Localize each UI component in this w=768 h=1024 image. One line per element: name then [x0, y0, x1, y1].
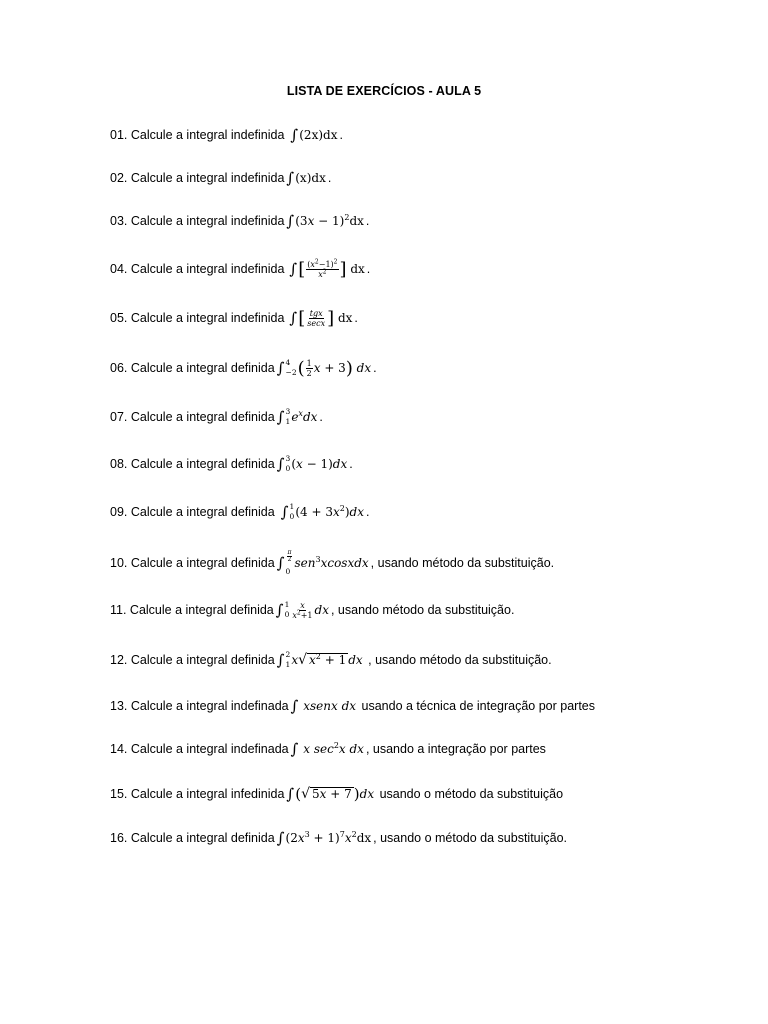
exercise-text: 07. Calcule a integral definida [110, 410, 275, 424]
exercise-text: 01. Calcule a integral indefinida [110, 128, 285, 142]
exercise-15 [110, 774, 563, 814]
exercise-text: 10. Calcule a integral definida [110, 556, 275, 570]
exercise-text: 15. Calcule a integral infedinida [110, 787, 285, 801]
math-expression: ∫ 1 0 $(4 + 3x^2)dx$ [280, 502, 364, 521]
exercise-text: 06. Calcule a integral definida [110, 361, 275, 375]
math-expression: ∫ $(3x - 1)^2dx$ [286, 212, 364, 230]
exercise-tail: , usando o método da substituição. [373, 831, 568, 845]
exercise-01 [110, 115, 343, 155]
exercise-text: 14. Calcule a integral indefinada [110, 742, 289, 756]
exercise-tail: usando o método da substituição [376, 787, 564, 801]
exercise-text: 11. Calcule a integral definida [110, 603, 274, 617]
exercise-tail: usando a técnica de integração por partes [358, 699, 596, 713]
exercise-tail: , usando método da substituição. [370, 556, 555, 570]
math-expression: ∫ 2 1 x √ $x^2 + 1$ dx [276, 650, 363, 669]
exercise-text: 16. Calcule a integral definida [110, 831, 275, 845]
exercise-11 [110, 590, 514, 630]
exercise-06 [110, 348, 377, 388]
math-expression: ∫ 1 0 $\frac{x}{x^2+1}$ dx [275, 600, 329, 620]
exercise-text: 12. Calcule a integral definida [110, 653, 275, 667]
exercise-tail: . [354, 311, 358, 325]
exercise-08 [110, 444, 353, 484]
math-expression: ∫ x $\sec^2x$ dx [290, 740, 364, 758]
math-expression: ∫ xsenx dx [290, 697, 357, 715]
exercise-tail: . [327, 171, 332, 185]
math-expression: ∫ [ $\frac{(x^2-1)^2}{x^2}$ ] dx [289, 257, 365, 280]
exercise-tail: . [373, 361, 377, 375]
math-expression: ∫ $\frac{\pi}{2}$ 0 sen$^3$xcosxdx [276, 549, 369, 576]
math-expression: ∫ 4 −2 ( $\frac{1}{2}$ x + 3 ) dx [276, 357, 372, 379]
page-title: LISTA DE EXERCÍCIOS - AULA 5 [286, 84, 482, 98]
math-expression: ∫ 3 1 $e^xdx$ [276, 407, 318, 426]
exercise-tail: . [365, 505, 370, 519]
exercise-10 [110, 543, 554, 583]
exercise-text: 03. Calcule a integral indefinida [110, 214, 285, 228]
exercise-tail: . [366, 262, 371, 276]
math-expression: ∫ (x)dx [286, 169, 326, 187]
exercise-16 [110, 818, 567, 858]
exercise-text: 04. Calcule a integral indefinida [110, 262, 285, 276]
exercise-09 [110, 492, 369, 532]
exercise-03 [110, 201, 369, 241]
exercise-05 [110, 298, 358, 338]
exercise-14 [110, 729, 546, 769]
math-expression: ∫ $(2x^3 + 1)^7x^2dx$ [276, 829, 372, 847]
exercise-text: 13. Calcule a integral indefinada [110, 699, 289, 713]
exercise-04 [110, 249, 370, 289]
exercise-tail: , usando a integração por partes [365, 742, 546, 756]
exercise-text: 05. Calcule a integral indefinida [110, 311, 285, 325]
math-expression: ∫ [ $\frac{\text{tgx}}{\sec x}$ ] dx [289, 307, 353, 329]
math-expression: ∫ ( √ 5x + 7 ) dx [286, 785, 375, 803]
exercise-tail: . [349, 457, 353, 471]
math-expression: ∫ 3 0 (x − 1)dx [276, 454, 348, 473]
exercise-tail: . [319, 410, 323, 424]
exercise-text: 08. Calcule a integral definida [110, 457, 275, 471]
exercise-12 [110, 640, 552, 680]
exercise-13 [110, 686, 595, 726]
exercise-tail: . [365, 214, 370, 228]
math-expression: ∫ (2x)dx [290, 126, 338, 144]
exercise-text: 09. Calcule a integral definida [110, 505, 275, 519]
exercise-02 [110, 158, 331, 198]
exercise-text: 02. Calcule a integral indefinida [110, 171, 285, 185]
exercise-tail: , usando método da substituição. [330, 603, 515, 617]
exercise-07 [110, 397, 323, 437]
exercise-tail: . [339, 128, 343, 142]
exercise-tail: , usando método da substituição. [364, 653, 552, 667]
